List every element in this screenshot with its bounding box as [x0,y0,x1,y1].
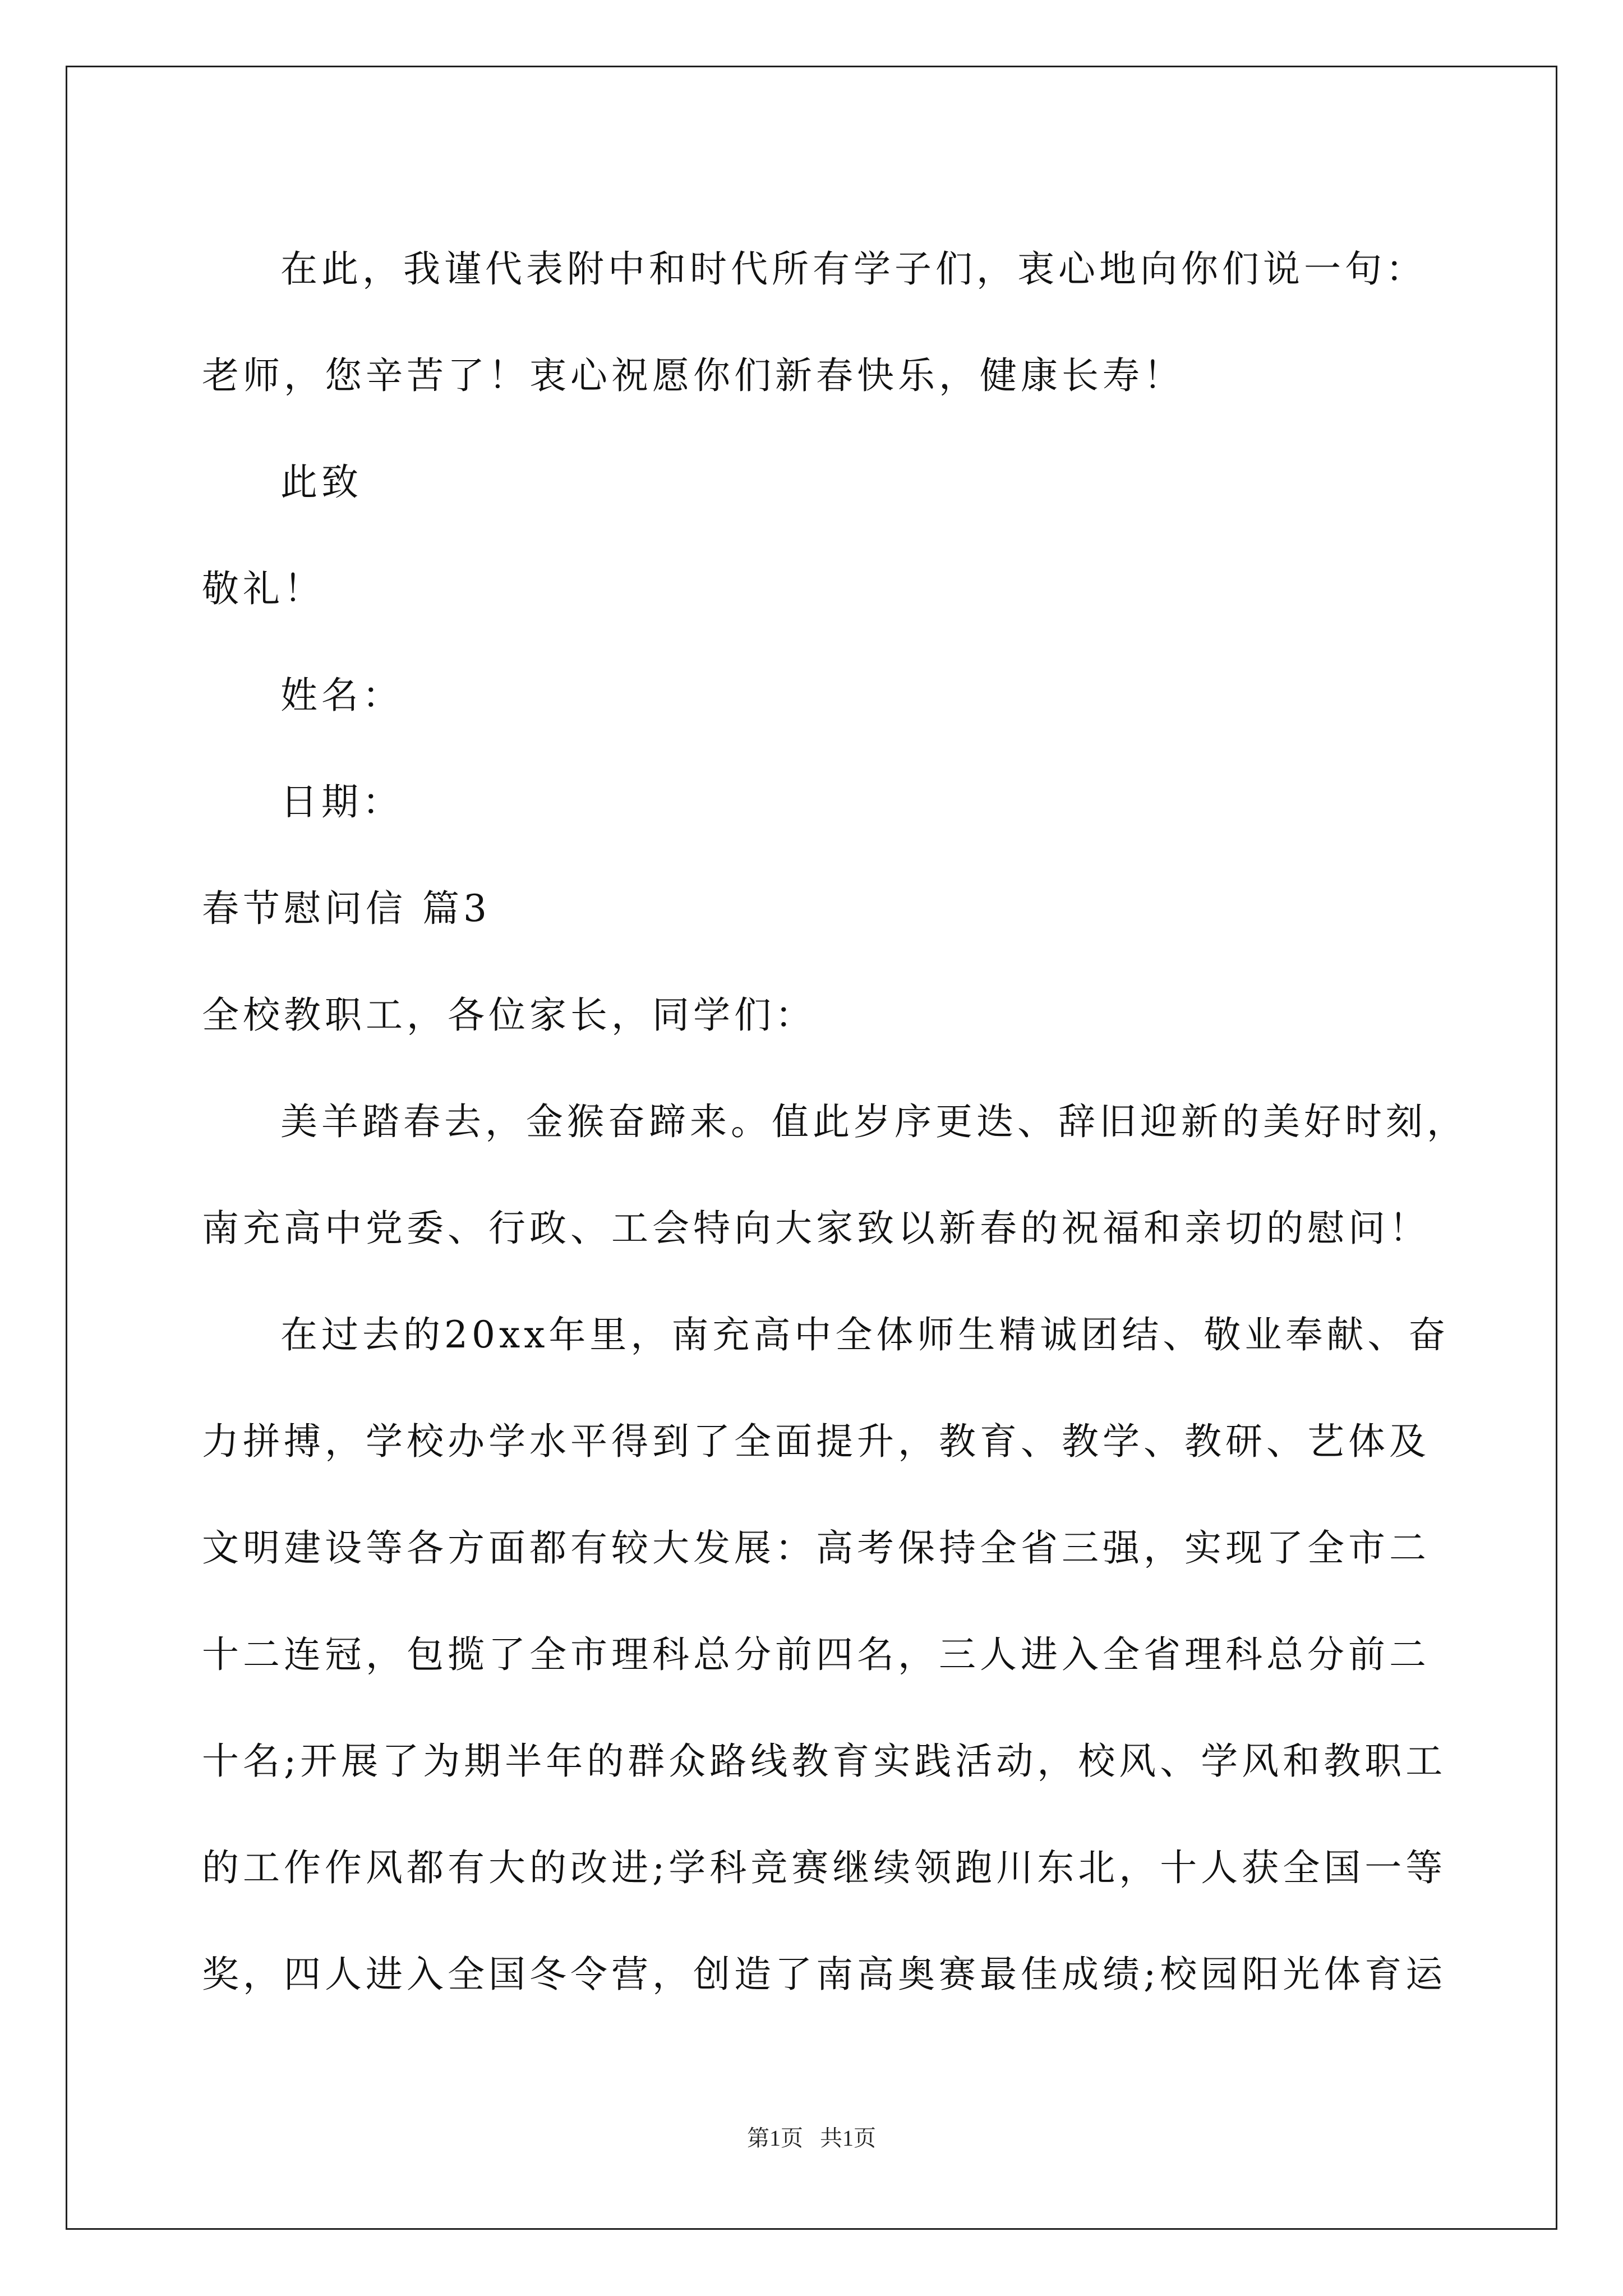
signature-name-label: 姓名： [280,674,403,717]
paragraph-line: 在此，我谨代表附中和时代所有学子们，衷心地向你们说一句： [280,247,1427,291]
paragraph-line: 老师，您辛苦了！衷心祝愿你们新春快乐，健康长寿！ [202,354,1184,397]
paragraph-line: 的工作作风都有大的改进;学科竞赛继续领跑川东北，十人获全国一等 [202,1846,1447,1889]
closing-regards: 敬礼！ [202,567,325,610]
closing-salutation: 此致 [280,461,362,504]
paragraph-line: 文明建设等各方面都有较大发展：高考保持全省三强，实现了全市二 [202,1526,1430,1570]
signature-date-label: 日期： [280,780,403,823]
paragraph-line: 美羊踏春去，金猴奋蹄来。值此岁序更迭、辞旧迎新的美好时刻， [280,1100,1468,1143]
paragraph-line: 力拼搏，学校办学水平得到了全面提升，教育、教学、教研、艺体及 [202,1420,1430,1463]
paragraph-line: 在过去的20xx年里，南充高中全体师生精诚团结、敬业奉献、奋 [280,1313,1450,1356]
document-body [202,216,1468,2028]
paragraph-line: 南充高中党委、行政、工会特向大家致以新春的祝福和亲切的慰问！ [202,1207,1430,1250]
paragraph-line: 十名;开展了为期半年的群众路线教育实践活动，校风、学风和教职工 [202,1740,1447,1783]
letter-greeting: 全校教职工，各位家长，同学们： [202,993,816,1037]
page-number-footer: 第1页 共1页 [747,2125,876,2151]
paragraph-line: 十二连冠，包揽了全市理科总分前四名，三人进入全省理科总分前二 [202,1633,1430,1676]
paragraph-line: 奖，四人进入全国冬令营，创造了南高奥赛最佳成绩;校园阳光体育运 [202,1953,1447,1996]
section-heading: 春节慰问信 篇3 [202,887,491,930]
